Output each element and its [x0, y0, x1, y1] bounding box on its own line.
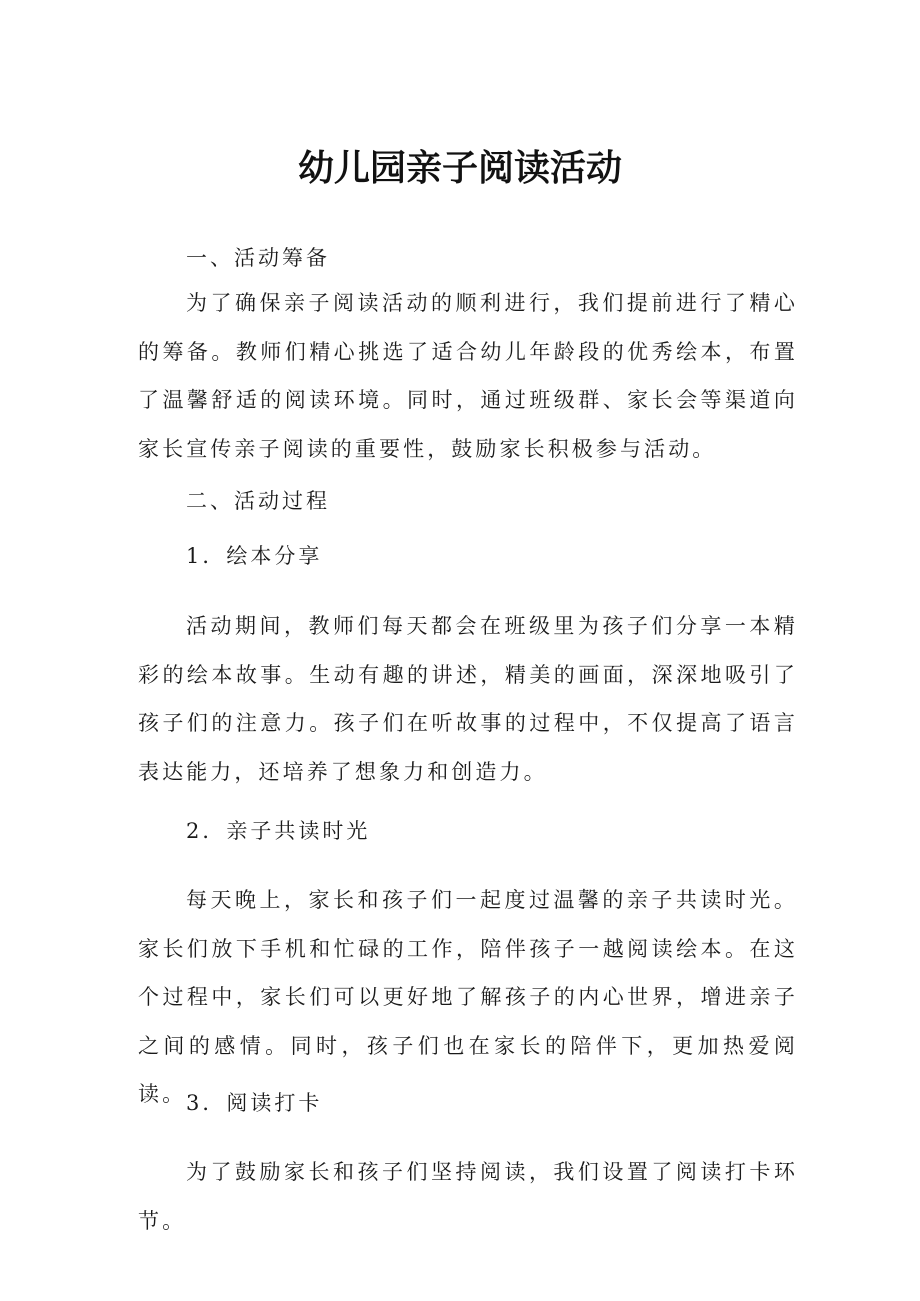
paragraph-picture-book-sharing: 活动期间，教师们每天都会在班级里为孩子们分享一本精彩的绘本故事。生动有趣的讲述，精美的画面，深深地吸引了孩子们的注意力。孩子们在听故事的过程中，不仅提高了语言表达能力，还培养了想象力和创造力。 — [138, 614, 798, 784]
section-heading-preparation: 一、活动筹备 — [186, 246, 330, 270]
subheading-picture-book-sharing: 1．绘本分享 — [186, 544, 323, 568]
subheading-reading-checkin: 3．阅读打卡 — [186, 1091, 323, 1115]
paragraph-preparation: 为了确保亲子阅读活动的顺利进行，我们提前进行了精心的筹备。教师们精心挑选了适合幼儿年龄段的优秀绘本，布置了温馨舒适的阅读环境。同时，通过班级群、家长会等渠道向家长宣传亲子阅读的重要性，鼓励家长积极参与活动。 — [138, 291, 798, 461]
paragraph-reading-checkin: 为了鼓励家长和孩子们坚持阅读，我们设置了阅读打卡环节。 — [138, 1160, 798, 1233]
paragraph-parent-child-reading: 每天晚上，家长和孩子们一起度过温馨的亲子共读时光。家长们放下手机和忙碌的工作，陪伴孩子一越阅读绘本。在这个过程中，家长们可以更好地了解孩子的内心世界，增进亲子之间的感情。同时，孩子们也在家长的陪伴下，更加热爱阅读。 — [138, 888, 798, 1106]
section-heading-process: 二、活动过程 — [186, 489, 330, 513]
page-title: 幼儿园亲子阅读活动 — [297, 148, 622, 189]
subheading-parent-child-reading: 2．亲子共读时光 — [186, 819, 371, 843]
